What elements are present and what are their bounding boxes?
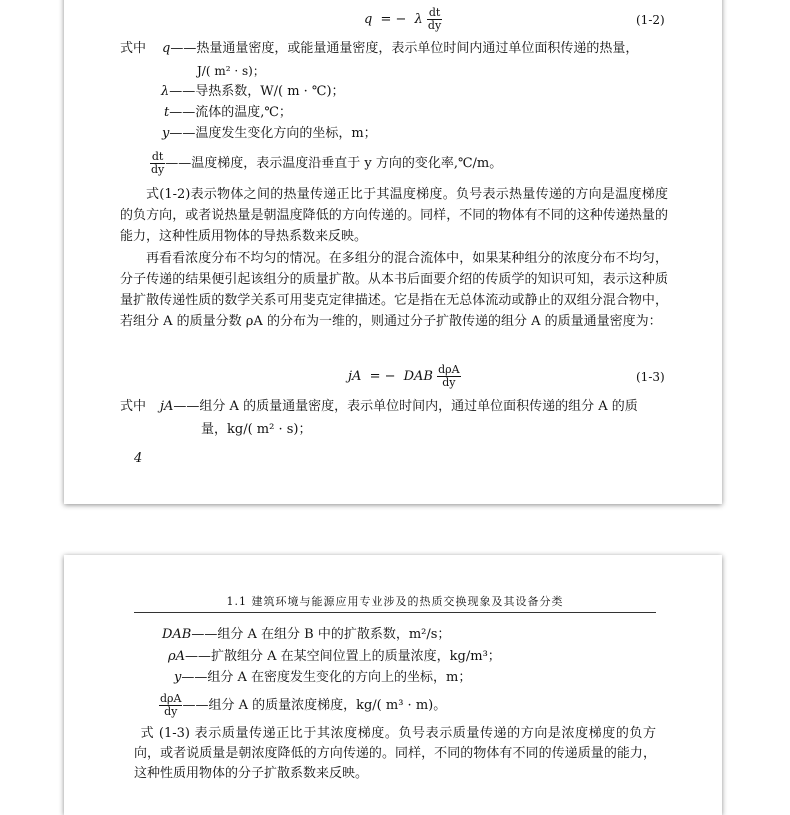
def-mass-gradient-den: dy xyxy=(164,705,178,718)
def-gradient-text: ——温度梯度，表示温度沿垂直于 y 方向的变化率,℃/m。 xyxy=(165,156,503,171)
def-q-unit: J/( m² · s)； xyxy=(197,64,265,78)
def-gradient-den: dy xyxy=(151,163,165,176)
eq13-coef: DAB xyxy=(403,369,433,384)
eq13-equals: = − xyxy=(369,369,396,384)
def-y xyxy=(162,126,377,142)
def-jA-text: ——组分 A 的质量通量密度，表示单位时间内，通过单位面积传递的组分 A 的质 xyxy=(173,399,638,414)
eq13-den: dy xyxy=(442,376,456,389)
def-rhoA-symbol: ρA xyxy=(168,649,186,664)
eq12-den: dy xyxy=(427,19,442,32)
def-q xyxy=(162,41,638,57)
eq12-lhs: q xyxy=(364,12,373,27)
eq12-tag: (1-2) xyxy=(636,13,665,27)
eq12-fraction xyxy=(427,7,442,32)
paragraph-mass-gradient-text: 式 (1-3) 表示质量传递正比于其浓度梯度。负号表示质量传递的方向是浓度梯度的负方向，或者说质量是朝浓度降低的方向传递的。同样，不同的物体有不同的传递质量的能力，这种性质用物体的分子扩散系数来反映。 xyxy=(134,726,656,781)
def-lambda xyxy=(161,84,345,100)
page-number: 4 xyxy=(134,451,143,466)
def-q-symbol: q xyxy=(162,41,171,56)
def-DAB xyxy=(162,627,450,643)
paragraph-heat-gradient: 式(1-2)表示物体之间的热量传递正比于其温度梯度。负号表示热量传递的方向是温度梯度的负方向，或者说热量是朝温度降低的方向传递的。同样，不同的物体有不同的这种传递热量的能力，这种性质用物体的导热系数来反映。 xyxy=(120,187,668,244)
def-jA-unit: 量，kg/( m² · s)； xyxy=(201,422,312,437)
eq12-coef: λ xyxy=(414,12,423,27)
def-mass-gradient-fraction xyxy=(159,693,182,718)
paragraph-concentration: 再看看浓度分布不均匀的情况。在多组分的混合流体中，如果某种组分的浓度分布不均匀，分子传递的结果便引起该组分的质量扩散。从本书后面要介绍的传质学的知识可知，表示这种质量扩散传递性质的数学关系可用斐克定律描述。它是指在无总体流动或静止的双组分混合物中，若组分 A 的质量分数 ρA 的分布为一维的，则通过分子扩散传递的组分 A 的质量通量密度为： xyxy=(120,251,668,329)
def-rhoA xyxy=(168,649,501,665)
def-lambda-symbol: λ xyxy=(161,84,170,99)
document-page-2 xyxy=(64,555,722,815)
def-t-symbol: t xyxy=(164,105,170,120)
def-y-text: ——温度发生变化方向的坐标，m； xyxy=(169,126,377,141)
def-y2-symbol: y xyxy=(174,670,182,685)
def-jA-symbol: jA xyxy=(160,399,174,414)
def-DAB-symbol: DAB xyxy=(162,627,192,642)
def-DAB-text: ——组分 A 在组分 B 中的扩散系数，m²/s； xyxy=(191,627,451,642)
def-gradient-num: dt xyxy=(151,150,164,163)
equation-1-3 xyxy=(348,359,461,395)
def-mass-gradient-text: ——组分 A 的质量浓度梯度，kg/( m³ · m)。 xyxy=(182,698,447,713)
running-header: 1.1 建筑环境与能源应用专业涉及的热质交换现象及其设备分类 xyxy=(134,593,656,613)
def-lambda-text: ——导热系数，W/( m · ℃)； xyxy=(169,84,345,99)
paragraph-mass-gradient xyxy=(134,724,656,784)
def-jA xyxy=(160,399,638,415)
eq13-lhs: jA xyxy=(348,369,362,384)
equation-1-2 xyxy=(364,2,442,38)
def-t-text: ——流体的温度,℃； xyxy=(169,105,292,120)
eq12-equals: = − xyxy=(380,12,407,27)
def-jA-where: 式中 xyxy=(120,399,147,414)
def-y2-text: ——组分 A 在密度发生变化的方向上的坐标，m； xyxy=(181,670,472,685)
eq13-fraction xyxy=(437,364,460,389)
def-gradient xyxy=(150,148,502,180)
def-mass-gradient-num: dρA xyxy=(160,692,182,705)
def-gradient-fraction xyxy=(150,151,165,176)
def-q-text: ——热量通量密度，或能量通量密度，表示单位时间内通过单位面积传递的热量， xyxy=(170,41,639,56)
eq13-tag: (1-3) xyxy=(636,370,665,384)
def-y2 xyxy=(174,670,471,686)
def-rhoA-text: ——扩散组分 A 在某空间位置上的质量浓度，kg/m³； xyxy=(185,649,501,664)
eq13-num: dρA xyxy=(438,363,460,376)
document-page-1 xyxy=(64,0,722,504)
def-y-symbol: y xyxy=(162,126,170,141)
where-label: 式中 xyxy=(120,41,147,56)
eq12-num: dt xyxy=(428,6,441,19)
def-mass-gradient xyxy=(159,690,446,722)
def-t xyxy=(164,105,292,121)
